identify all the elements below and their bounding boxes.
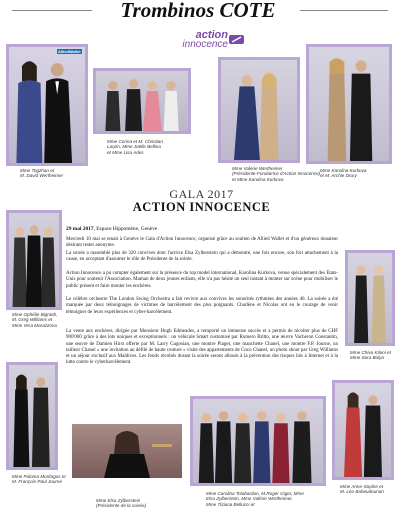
photo-group-wertheimer (190, 396, 326, 486)
article-paragraph: Le célèbre orchestre The London Swing Orchestra a fait revivre aux convives les sonorités rythmées des années 40. La soirée a été marquée par deux témoignages de victimes de harcèlement des plus poignants. Charlène et Nicolas ont eu le courage de venir témoigner de leurs expériences et cyber-harcèlement. (66, 297, 338, 315)
photo-kilani-bolya (345, 250, 395, 346)
logo-line-2: innocence (182, 39, 228, 50)
caption-photo-10: Mme Anne-Sophie et M. Léo Baheudourian (340, 484, 384, 495)
photo-bignotti-williams (6, 210, 62, 310)
photo-wertheimer-kurkova (218, 57, 300, 163)
article-paragraph: Action Innocence a pu compter également sur la présence du top model international, Karolina Kurkova, venue spécialement des États-Unis pour soutenir l'Association. Maman de deux jeunes enfants, elle n'a pas hésité un seul instant à monter sur scène pour mobiliser le public présent et faire monter les enchères. (66, 271, 338, 289)
article-dateline: 29 mai 2017, Espace Hippomène, Genève (66, 226, 158, 232)
header-rule-left (12, 10, 92, 11)
caption-photo-6: Mme Chiva Kilani et Mme Sara Bolya (350, 350, 391, 361)
photo-kurkova-drury (306, 44, 392, 164)
caption-photo-4: Mme Karolina Kurkova et M. Archie Drury (320, 168, 367, 179)
caption-photo-1: Mme Togzhan et M. David Wertheimer (20, 168, 64, 179)
photo-togzhan-wertheimer (6, 44, 88, 166)
photo-larpin-group (93, 68, 191, 134)
header-rule-right (300, 10, 388, 11)
caption-photo-2: Mme Corina et M. Christian Larpin, Mme Joëlle Bellina et Mme Lisa Ades (107, 139, 163, 155)
article-paragraph: La soirée a rassemblé plus de 320 convives dont l'actrice Elsa Zylberstein qui a démontré, une fois encore, son fort attachement à la cause, en acceptant d'assumer le rôle de Présidente de la soirée. (66, 251, 338, 263)
article-title: GALA 2017 (169, 187, 234, 201)
page-header (0, 0, 400, 22)
caption-photo-8: Mme Elsa Zylberstein (Présidente de la soirée) (96, 498, 147, 509)
article-subtitle: ACTION INNOCENCE (132, 200, 271, 214)
action-innocence-logo (176, 30, 246, 58)
logo-mark-icon (228, 33, 246, 47)
photo-zylberstein (72, 424, 182, 478)
photo-monfagos-journe (6, 362, 58, 470)
photo-baheudourian (332, 380, 394, 480)
caption-photo-9: Mme Carolina Tolabardon, M.Roger Giger, Mme Elsa Zylberstein, Mme Valérie Wertheimer, Mme Tiziana Bellucci et (206, 491, 304, 507)
article-paragraph: La vente aux enchères, dirigée par Monsieur Hugh Edmeades, a remporté un immense succès et a permis de récolter plus de CHF 900'000 grâce à des lots uniques et exceptionnels : un véhicule Smart customisé par Romero Britto, une œuvre Vacheron Constantin, une œuvre de Damien Hirst offerte par M. Larry Gagosian, une montre Piaget, une manchette Chanel, une montre F.P. Journe, un tailleur Chanel « une invitation au défilé de haute couture » visite des appartements de Coco Chanel, un photo shoot par Greg Williams et un séjour exclusif aux Maldives. Les fonds récoltés durant la soirée seront alloués à la prévention des risques liés à Internet et à la lutte contre le cyberharcèlement. (66, 329, 338, 366)
sponsor-badge: AlliedWallet (58, 49, 81, 54)
caption-photo-3: Mme Valérie Wertheimer (Présidente-Fondatrice d'Action Innocence) et Mme Karolina Kurkova (232, 166, 321, 182)
article-paragraph: Mercredi 10 mai se tenait à Genève le Gala d'Action Innocence, organisé grâce au soutien de Allied Wallet et d'un généreux donateur désirant rester anonyme. (66, 237, 338, 249)
page-title: Trombinos COTE (120, 0, 276, 22)
caption-photo-5: Mme Ophélie Bignotti, M. Greg Williams et Mme Vera Marazzova (12, 312, 58, 328)
caption-photo-7: Mme Paloma Monfagos et M. François-Paul Journe (12, 474, 66, 485)
logo-line-1: action (195, 29, 228, 41)
